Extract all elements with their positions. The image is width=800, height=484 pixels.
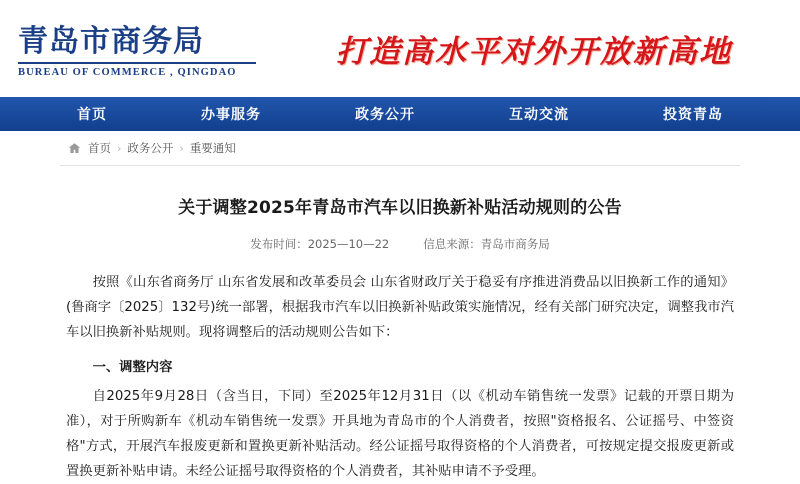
article-meta (60, 236, 740, 252)
breadcrumb-item-home[interactable]: 首页 (88, 141, 111, 155)
header-slogan: 打造高水平对外开放新高地 (336, 34, 732, 70)
site-header (0, 0, 800, 97)
logo-divider (18, 62, 256, 64)
breadcrumb-item-important-notice[interactable]: 重要通知 (189, 141, 236, 155)
page-title: 关于调整2025年青岛市汽车以旧换新补贴活动规则的公告 (178, 198, 622, 218)
site-logo[interactable] (18, 19, 256, 78)
breadcrumb-item-government-affairs[interactable]: 政务公开 (127, 141, 174, 155)
breadcrumb (60, 131, 740, 166)
article-section-title: 一、调整内容 (92, 360, 173, 375)
article-source-value: 青岛市商务局 (480, 237, 550, 251)
article-paragraph: 按照《山东省商务厅 山东省发展和改革委员会 山东省财政厅关于稳妥有序推进消费品以旧换新工作的通知》(鲁商字〔2025〕132号)统一部署，根据我市汽车以旧换新补贴政策实施情况，经有关部门研究决定，调整我市汽车以旧换新补贴规则。现将调整后的活动规则公告如下： (66, 275, 734, 340)
nav-item-home[interactable]: 首页 (77, 107, 107, 123)
nav-item-services[interactable]: 办事服务 (201, 107, 261, 123)
publish-time-value: 2025—10—22 (307, 237, 390, 251)
home-icon (68, 142, 81, 155)
content-area (0, 131, 800, 484)
publish-time (250, 236, 389, 252)
logo-chinese-name: 青岛市商务局 (18, 24, 204, 59)
article-body (60, 270, 740, 484)
article-source (423, 236, 550, 252)
publish-time-label: 发布时间： (250, 237, 308, 251)
nav-item-government-affairs[interactable]: 政务公开 (355, 107, 415, 123)
nav-item-invest-qingdao[interactable]: 投资青岛 (663, 107, 723, 123)
nav-item-interaction[interactable]: 互动交流 (509, 107, 569, 123)
logo-english-name: BUREAU OF COMMERCE , QINGDAO (18, 67, 237, 78)
article-source-label: 信息来源： (423, 237, 481, 251)
article-paragraph: 自2025年9月28日（含当日，下同）至2025年12月31日（以《机动车销售统一发票》记载的开票日期为准），对于所购新车《机动车销售统一发票》开具地为青岛市的个人消费者，按照"资格报名、公证摇号、中签资格"方式，开展汽车报废更新和置换更新补贴活动。经公证摇号取得资格的个人消费者，可按规定提交报废更新或置换更新补贴申请。未经公证摇号取得资格的个人消费者，其补贴申请不予受理。 (66, 389, 734, 479)
main-navigation (0, 97, 800, 131)
breadcrumb-separator: › (117, 141, 122, 155)
breadcrumb-separator: › (179, 141, 184, 155)
